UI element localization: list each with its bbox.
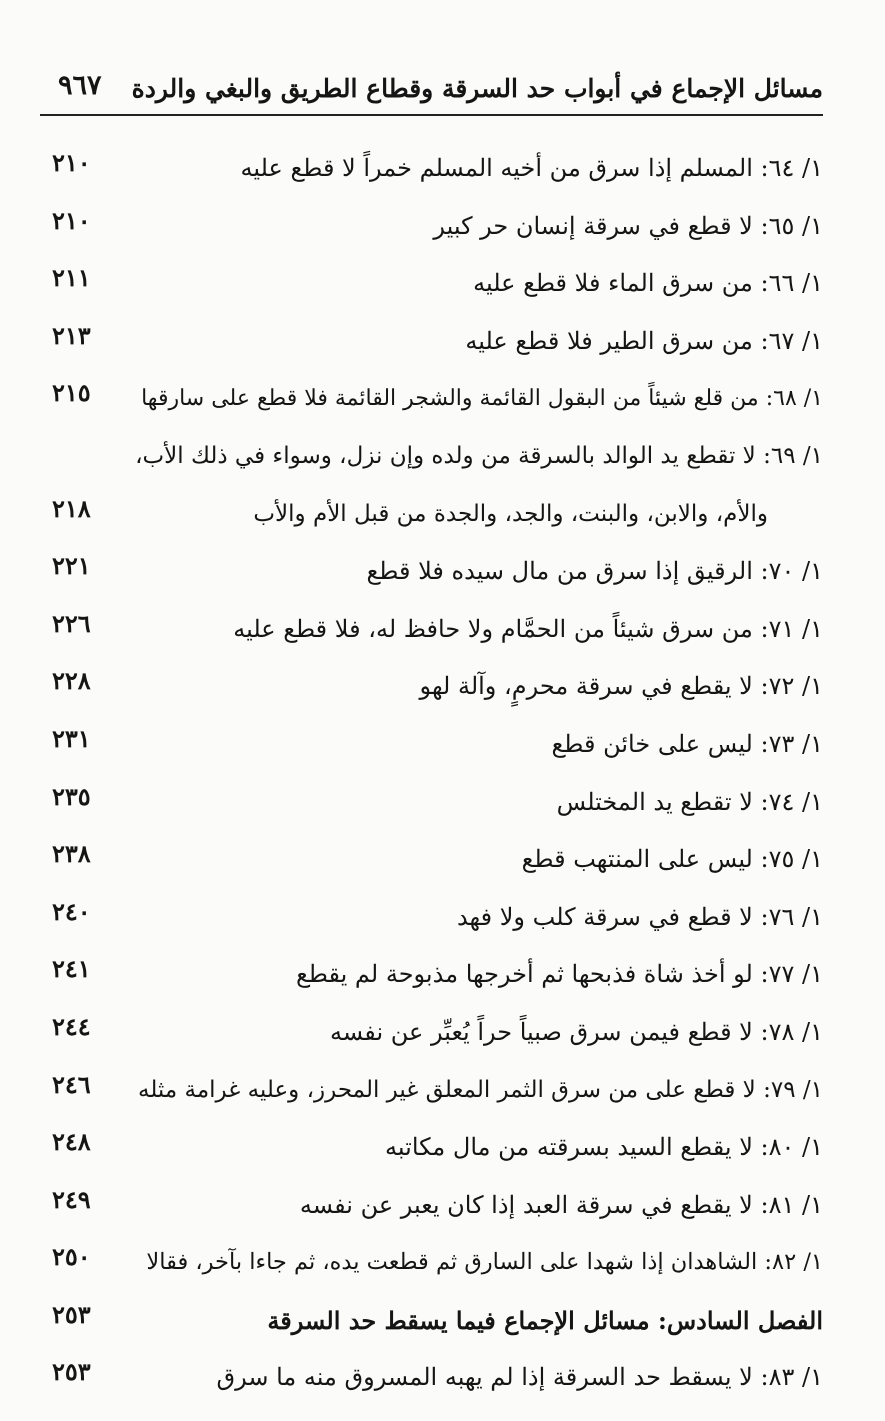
entry-page: ٢٤٨ [52, 1127, 91, 1157]
entry-page: ٢٥٣ [52, 1357, 91, 1387]
entry-page: ٢٢٨ [52, 666, 91, 696]
entry-page: ٢٤١ [52, 954, 91, 984]
toc-entry[interactable] [40, 1234, 823, 1292]
toc-entry[interactable] [40, 831, 823, 889]
entry-title: من سرق الماء فلا قطع عليه [473, 269, 753, 298]
entry-title: ليس على المنتهب قطع [521, 845, 753, 874]
entry-number: ١/ ٧٧: [760, 960, 823, 989]
toc-chapter-heading[interactable] [40, 1292, 823, 1350]
entry-page: ٢٥٣ [52, 1299, 91, 1329]
entry-number: ١/ ٨١: [760, 1190, 823, 1219]
entry-number: ١/ ٨٣: [760, 1363, 823, 1392]
toc-entry[interactable] [40, 1062, 823, 1120]
toc-entry[interactable] [40, 889, 823, 947]
entry-page: ٢٢١ [52, 551, 91, 581]
entry-title: الرقيق إذا سرق من مال سيده فلا قطع [366, 557, 753, 586]
toc-entry[interactable] [40, 543, 823, 601]
toc-entry[interactable] [40, 370, 823, 428]
entry-number: ١/ ٨٠: [760, 1133, 823, 1162]
entry-title: الشاهدان إذا شهدا على السارق ثم قطعت يده، ثم جاءا بآخر، فقالا [146, 1249, 758, 1276]
toc-entry[interactable] [40, 658, 823, 716]
page-number: ٩٦٧ [58, 70, 102, 101]
toc-entry[interactable] [40, 1004, 823, 1062]
entry-number: ١/ ٨٢: [764, 1249, 823, 1276]
entry-title: ليس على خائن قطع [551, 729, 753, 758]
entry-number: ١/ ٧٢: [760, 672, 823, 701]
entry-page: ٢٥٠ [52, 1242, 91, 1272]
toc-entry[interactable] [40, 428, 823, 543]
entry-number: ١/ ٦٩: [763, 442, 823, 469]
toc-entry[interactable] [40, 601, 823, 659]
entry-line-1 [135, 428, 823, 486]
entry-line-2: والأم، والابن، والبنت، والجد، والجدة من قبل الأم والأب [253, 500, 768, 527]
chapter-title: الفصل السادس: مسائل الإجماع فيما يسقط حد السرقة [267, 1305, 823, 1335]
entry-page: ٢٣١ [52, 723, 91, 753]
entry-page: ٢٢٦ [52, 608, 91, 638]
entry-page: ٢١٥ [52, 378, 91, 408]
toc-entry[interactable] [40, 1349, 823, 1407]
entry-title: من سرق شيئاً من الحمَّام ولا حافظ له، فلا قطع عليه [233, 614, 753, 643]
entry-number: ١/ ٦٧: [760, 326, 823, 355]
entry-title: لا قطع على من سرق الثمر المعلق غير المحرز، وعليه غرامة مثله [137, 1076, 756, 1103]
running-title: مسائل الإجماع في أبواب حد السرقة وقطاع الطريق والبغي والردة [131, 74, 823, 103]
entry-number: ١/ ٧٥: [760, 845, 823, 874]
entry-title: المسلم إذا سرق من أخيه المسلم خمراً لا قطع عليه [240, 154, 753, 182]
toc-entry[interactable] [40, 313, 823, 371]
entry-number: ١/ ٧٤: [760, 787, 823, 816]
toc-entry[interactable] [40, 774, 823, 832]
entry-title: لو أخذ شاة فذبحها ثم أخرجها مذبوحة لم يقطع [296, 960, 753, 989]
entry-page: ٢٤٤ [52, 1011, 91, 1041]
entry-title: لا يقطع في سرقة محرمٍ، وآلة لهو [419, 672, 753, 701]
entry-page: ٢١٠ [52, 205, 91, 235]
entry-number: ١/ ٦٥: [760, 211, 823, 240]
entry-number: ١/ ٧٠: [760, 557, 823, 586]
entry-number: ١/ ٦٦: [760, 269, 823, 298]
entry-page: ٢٤٠ [52, 896, 91, 926]
entry-number: ١/ ٧٦: [760, 902, 823, 931]
entry-page: ٢٣٨ [52, 839, 91, 869]
entry-title: لا تقطع يد المختلس [556, 787, 753, 816]
entry-page: ٢٤٩ [52, 1184, 91, 1214]
entry-number: ١/ ٧٩: [763, 1076, 823, 1103]
toc-entry[interactable] [40, 1119, 823, 1177]
entry-page: ٢١٠ [52, 148, 91, 177]
entry-title: لا قطع فيمن سرق صبياً حراً يُعبِّر عن نفسه [330, 1017, 753, 1046]
toc-entry[interactable] [40, 716, 823, 774]
entry-title: من قلع شيئاً من البقول القائمة والشجر القائمة فلا قطع على سارقها [141, 386, 759, 412]
table-of-contents [40, 140, 823, 1407]
toc-entry[interactable] [40, 1177, 823, 1235]
entry-title: لا يقطع السيد بسرقته من مال مكاتبه [385, 1133, 753, 1162]
entry-title: لا يسقط حد السرقة إذا لم يهبه المسروق منه ما سرق [216, 1363, 753, 1392]
entry-number: ١/ ٧٣: [760, 729, 823, 758]
toc-entry[interactable] [40, 946, 823, 1004]
entry-title: من سرق الطير فلا قطع عليه [465, 326, 753, 355]
entry-page: ٢٣٥ [52, 781, 91, 811]
toc-entry[interactable] [40, 140, 823, 198]
entry-title: لا تقطع يد الوالد بالسرقة من ولده وإن نزل، وسواء في ذلك الأب، [135, 442, 756, 469]
entry-page: ٢٤٦ [52, 1069, 91, 1099]
entry-number: ١/ ٧١: [760, 614, 823, 643]
entry-page: ٢١١ [52, 263, 91, 293]
entry-title: لا يقطع في سرقة العبد إذا كان يعبر عن نفسه [299, 1190, 753, 1219]
entry-page: ٢١٣ [52, 320, 91, 350]
entry-title: لا قطع في سرقة كلب ولا فهد [456, 902, 753, 931]
entry-page: ٢١٨ [52, 493, 91, 523]
toc-entry[interactable] [40, 255, 823, 313]
entry-title: لا قطع في سرقة إنسان حر كبير [433, 211, 753, 240]
entry-number: ١/ ٧٨: [760, 1017, 823, 1046]
toc-entry[interactable] [40, 198, 823, 256]
page-header [40, 62, 823, 116]
entry-number: ١/ ٦٤: [760, 154, 823, 182]
entry-number: ١/ ٦٨: [765, 386, 823, 412]
